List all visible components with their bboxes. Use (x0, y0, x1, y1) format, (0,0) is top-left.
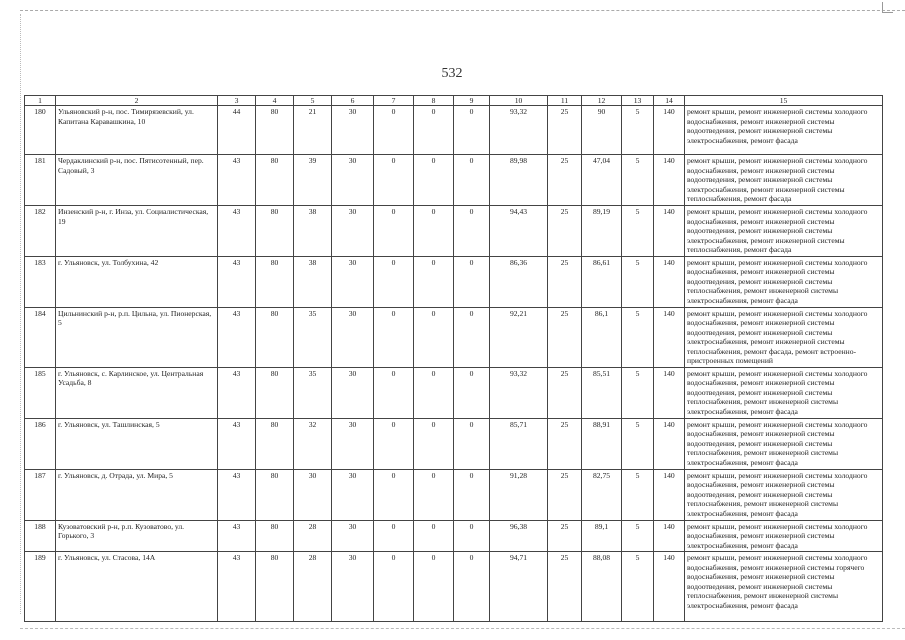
col8-cell: 0 (414, 552, 454, 622)
table-row (25, 155, 883, 206)
column-header-13: 13 (622, 96, 654, 106)
col11-cell: 25 (548, 469, 582, 520)
col13-cell: 5 (622, 206, 654, 256)
col14-cell: 140 (654, 155, 685, 206)
works-cell: ремонт крыши, ремонт инженерной системы холодного водоснабжения, ремонт инженерной системы водоотведения, ремонт инженерной системы теплоснабжения, ремонт инженерной системы электроснабжения, ремонт фасада (685, 256, 883, 307)
col13-cell: 5 (622, 367, 654, 418)
col12-cell: 47,04 (582, 155, 622, 206)
col12-cell: 88,08 (582, 552, 622, 622)
col10-cell: 94,43 (490, 206, 548, 256)
col13-cell: 5 (622, 155, 654, 206)
col12-cell: 86,1 (582, 307, 622, 367)
col10-cell: 94,71 (490, 552, 548, 622)
col14-cell: 140 (654, 367, 685, 418)
col11-cell: 25 (548, 520, 582, 551)
table-body (25, 106, 883, 622)
col13-cell: 5 (622, 552, 654, 622)
row-number: 182 (25, 206, 56, 256)
table-row (25, 418, 883, 469)
address-cell: г. Ульяновск, ул. Стасова, 14А (56, 552, 218, 622)
address-cell: Чердаклинский р-н, пос. Пятисотенный, пер. Садовый, 3 (56, 155, 218, 206)
col12-cell: 86,61 (582, 256, 622, 307)
row-number: 189 (25, 552, 56, 622)
col11-cell: 25 (548, 367, 582, 418)
col13-cell: 5 (622, 418, 654, 469)
col10-cell: 86,36 (490, 256, 548, 307)
col8-cell: 0 (414, 106, 454, 155)
column-header-12: 12 (582, 96, 622, 106)
col7-cell: 0 (374, 418, 414, 469)
col6-cell: 30 (332, 206, 374, 256)
column-header-6: 6 (332, 96, 374, 106)
row-number: 180 (25, 106, 56, 155)
column-header-3: 3 (218, 96, 256, 106)
col6-cell: 30 (332, 106, 374, 155)
col6-cell: 30 (332, 155, 374, 206)
row-number: 187 (25, 469, 56, 520)
col12-cell: 88,91 (582, 418, 622, 469)
address-cell: Цильнинский р-н, р.п. Цильна, ул. Пионерская, 5 (56, 307, 218, 367)
col8-cell: 0 (414, 367, 454, 418)
works-cell: ремонт крыши, ремонт инженерной системы холодного водоснабжения, ремонт инженерной системы водоотведения, ремонт инженерной системы теплоснабжения, ремонт инженерной системы электроснабжения, ремонт фасада (685, 367, 883, 418)
col5-cell: 38 (294, 206, 332, 256)
address-cell: г. Ульяновск, ул. Толбухина, 42 (56, 256, 218, 307)
col11-cell: 25 (548, 307, 582, 367)
col9-cell: 0 (454, 552, 490, 622)
col7-cell: 0 (374, 367, 414, 418)
page-number: 532 (441, 66, 463, 81)
col14-cell: 140 (654, 307, 685, 367)
col8-cell: 0 (414, 256, 454, 307)
table-row (25, 106, 883, 155)
col5-cell: 28 (294, 552, 332, 622)
table-header-row (25, 96, 883, 106)
works-cell: ремонт крыши, ремонт инженерной системы холодного водоснабжения, ремонт инженерной системы электроснабжения, ремонт фасада (685, 520, 883, 551)
col14-cell: 140 (654, 552, 685, 622)
scan-top-edge (20, 10, 905, 11)
col6-cell: 30 (332, 256, 374, 307)
col12-cell: 90 (582, 106, 622, 155)
row-number: 181 (25, 155, 56, 206)
col9-cell: 0 (454, 106, 490, 155)
col4-cell: 80 (256, 367, 294, 418)
col3-cell: 43 (218, 552, 256, 622)
col8-cell: 0 (414, 206, 454, 256)
table-row (25, 552, 883, 622)
col10-cell: 96,38 (490, 520, 548, 551)
scan-bottom-edge (20, 628, 905, 629)
col6-cell: 30 (332, 469, 374, 520)
col5-cell: 35 (294, 307, 332, 367)
col14-cell: 140 (654, 206, 685, 256)
col11-cell: 25 (548, 418, 582, 469)
col11-cell: 25 (548, 256, 582, 307)
col12-cell: 89,19 (582, 206, 622, 256)
col3-cell: 43 (218, 307, 256, 367)
works-cell: ремонт крыши, ремонт инженерной системы холодного водоснабжения, ремонт инженерной системы водоотведения, ремонт инженерной системы теплоснабжения, ремонт инженерной системы электроснабжения, ремонт фасада (685, 469, 883, 520)
col7-cell: 0 (374, 520, 414, 551)
works-cell: ремонт крыши, ремонт инженерной системы холодного водоснабжения, ремонт инженерной системы водоотведения, ремонт инженерной системы теплоснабжения, ремонт инженерной системы электроснабжения, ремонт фасада (685, 418, 883, 469)
col5-cell: 35 (294, 367, 332, 418)
col8-cell: 0 (414, 307, 454, 367)
col14-cell: 140 (654, 520, 685, 551)
col13-cell: 5 (622, 256, 654, 307)
col3-cell: 43 (218, 256, 256, 307)
works-cell: ремонт крыши, ремонт инженерной системы холодного водоснабжения, ремонт инженерной системы водоотведения, ремонт инженерной системы электроснабжения, ремонт инженерной системы теплоснабжения, ремонт фасада (685, 155, 883, 206)
col13-cell: 5 (622, 106, 654, 155)
works-cell: ремонт крыши, ремонт инженерной системы холодного водоснабжения, ремонт инженерной системы водоотведения, ремонт инженерной системы электроснабжения, ремонт фасада (685, 106, 883, 155)
col10-cell: 93,32 (490, 106, 548, 155)
col9-cell: 0 (454, 469, 490, 520)
col14-cell: 140 (654, 256, 685, 307)
column-header-7: 7 (374, 96, 414, 106)
col9-cell: 0 (454, 256, 490, 307)
col5-cell: 30 (294, 469, 332, 520)
col5-cell: 32 (294, 418, 332, 469)
col10-cell: 89,98 (490, 155, 548, 206)
address-cell: г. Ульяновск, с. Карлинское, ул. Центральная Усадьба, 8 (56, 367, 218, 418)
col13-cell: 5 (622, 469, 654, 520)
table-row (25, 256, 883, 307)
col11-cell: 25 (548, 106, 582, 155)
column-header-4: 4 (256, 96, 294, 106)
col8-cell: 0 (414, 520, 454, 551)
col14-cell: 140 (654, 469, 685, 520)
col6-cell: 30 (332, 367, 374, 418)
col4-cell: 80 (256, 106, 294, 155)
address-cell: Кузоватовский р-н, р.п. Кузоватово, ул. Горького, 3 (56, 520, 218, 551)
works-cell: ремонт крыши, ремонт инженерной системы холодного водоснабжения, ремонт инженерной системы водоотведения, ремонт инженерной системы электроснабжения, ремонт инженерной системы теплоснабжения, ремонт фасада (685, 206, 883, 256)
col14-cell: 140 (654, 106, 685, 155)
col9-cell: 0 (454, 520, 490, 551)
column-header-11: 11 (548, 96, 582, 106)
col5-cell: 21 (294, 106, 332, 155)
address-cell: г. Ульяновск, д. Отрада, ул. Мира, 5 (56, 469, 218, 520)
table-row (25, 307, 883, 367)
col10-cell: 92,21 (490, 307, 548, 367)
scan-corner-mark (882, 2, 893, 13)
col10-cell: 93,32 (490, 367, 548, 418)
row-number: 183 (25, 256, 56, 307)
col3-cell: 43 (218, 469, 256, 520)
row-number: 184 (25, 307, 56, 367)
col10-cell: 91,28 (490, 469, 548, 520)
col12-cell: 89,1 (582, 520, 622, 551)
col6-cell: 30 (332, 307, 374, 367)
col13-cell: 5 (622, 520, 654, 551)
col4-cell: 80 (256, 307, 294, 367)
column-header-15: 15 (685, 96, 883, 106)
address-cell: г. Ульяновск, ул. Ташлинская, 5 (56, 418, 218, 469)
col11-cell: 25 (548, 155, 582, 206)
column-header-2: 2 (56, 96, 218, 106)
column-header-10: 10 (490, 96, 548, 106)
table-row (25, 206, 883, 256)
col3-cell: 43 (218, 418, 256, 469)
col4-cell: 80 (256, 206, 294, 256)
col4-cell: 80 (256, 552, 294, 622)
row-number: 185 (25, 367, 56, 418)
col9-cell: 0 (454, 367, 490, 418)
col14-cell: 140 (654, 418, 685, 469)
col4-cell: 80 (256, 256, 294, 307)
column-header-9: 9 (454, 96, 490, 106)
col3-cell: 43 (218, 206, 256, 256)
col6-cell: 30 (332, 520, 374, 551)
col7-cell: 0 (374, 106, 414, 155)
col12-cell: 85,51 (582, 367, 622, 418)
col8-cell: 0 (414, 469, 454, 520)
row-number: 188 (25, 520, 56, 551)
table-row (25, 469, 883, 520)
col10-cell: 85,71 (490, 418, 548, 469)
address-cell: Инзенский р-н, г. Инза, ул. Социалистическая, 19 (56, 206, 218, 256)
row-number: 186 (25, 418, 56, 469)
col11-cell: 25 (548, 206, 582, 256)
col6-cell: 30 (332, 418, 374, 469)
column-header-1: 1 (25, 96, 56, 106)
col9-cell: 0 (454, 206, 490, 256)
col3-cell: 43 (218, 520, 256, 551)
col5-cell: 39 (294, 155, 332, 206)
col9-cell: 0 (454, 155, 490, 206)
col4-cell: 80 (256, 155, 294, 206)
works-cell: ремонт крыши, ремонт инженерной системы холодного водоснабжения, ремонт инженерной системы горячего водоснабжения, ремонт инженерной системы водоотведения, ремонт инженерной системы теплоснабжения, ремонт инженерной системы электроснабжения, ремонт фасада (685, 552, 883, 622)
col7-cell: 0 (374, 206, 414, 256)
column-header-8: 8 (414, 96, 454, 106)
col4-cell: 80 (256, 469, 294, 520)
col5-cell: 38 (294, 256, 332, 307)
scan-left-edge (20, 14, 21, 614)
col13-cell: 5 (622, 307, 654, 367)
col12-cell: 82,75 (582, 469, 622, 520)
col7-cell: 0 (374, 307, 414, 367)
works-cell: ремонт крыши, ремонт инженерной системы холодного водоснабжения, ремонт инженерной системы водоотведения, ремонт инженерной системы электроснабжения, ремонт инженерной системы теплоснабжения, ремонт фасада, ремонт встроенно-пристроенных помещений (685, 307, 883, 367)
table-row (25, 367, 883, 418)
repair-program-table (24, 95, 883, 622)
col7-cell: 0 (374, 469, 414, 520)
table-row (25, 520, 883, 551)
column-header-5: 5 (294, 96, 332, 106)
col3-cell: 44 (218, 106, 256, 155)
col9-cell: 0 (454, 418, 490, 469)
col7-cell: 0 (374, 256, 414, 307)
col8-cell: 0 (414, 155, 454, 206)
column-header-14: 14 (654, 96, 685, 106)
col3-cell: 43 (218, 155, 256, 206)
col11-cell: 25 (548, 552, 582, 622)
col9-cell: 0 (454, 307, 490, 367)
col6-cell: 30 (332, 552, 374, 622)
col8-cell: 0 (414, 418, 454, 469)
col3-cell: 43 (218, 367, 256, 418)
address-cell: Ульяновский р-н, пос. Тимирязевский, ул. Капитана Каравашкина, 10 (56, 106, 218, 155)
col4-cell: 80 (256, 520, 294, 551)
col4-cell: 80 (256, 418, 294, 469)
col7-cell: 0 (374, 155, 414, 206)
col5-cell: 28 (294, 520, 332, 551)
col7-cell: 0 (374, 552, 414, 622)
